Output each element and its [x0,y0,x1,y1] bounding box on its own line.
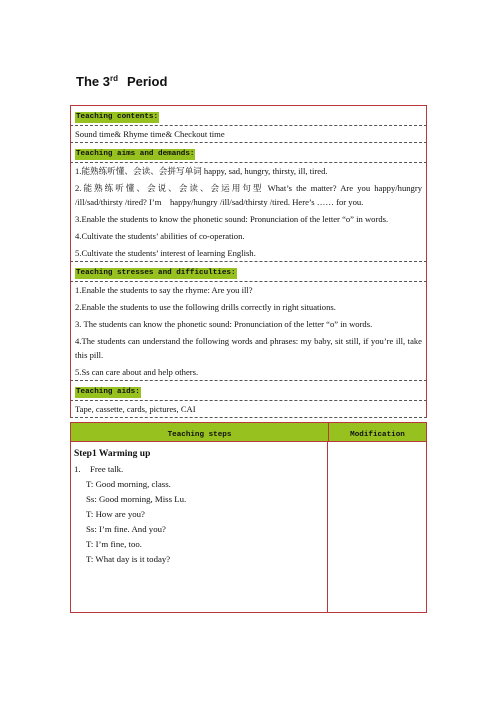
body-line: 3. The students can know the phonetic sound: Pronunciation of the letter “o” in words. [75,319,373,329]
body-line: Tape, cassette, cards, pictures, CAI [75,404,196,414]
section-heading-stresses [70,261,427,281]
steps-table-body [70,441,427,613]
steps-column-header: Teaching steps [167,431,232,439]
item-number: 1. [74,464,81,474]
list-item [74,462,324,477]
body-line: 1.Enable the students to say the rhyme: Are you ill? [75,285,253,295]
body-line: 4.The students can understand the following words and phrases: my baby, sit still, if you’re ill, take this pill. [75,336,422,360]
modification-column-header: Modification [350,431,405,439]
section-heading-aims [70,142,427,162]
section-body-stresses [70,281,427,380]
dialogue-line: T: How are you? [86,509,145,519]
dialogue-line: Ss: I’m fine. And you? [86,524,166,534]
title-tail: Period [126,74,168,89]
body-line: 5.Ss can care about and help others. [75,367,199,377]
body-line: Sound time& Rhyme time& Checkout time [75,129,225,139]
section-body-aids [70,400,427,418]
body-line: 3.Enable the students to know the phonetic sound: Pronunciation of the letter “o” in words. [75,214,389,224]
title-superscript: rd [109,74,118,83]
title-main: The 3 [76,74,110,89]
item-text: Free talk. [90,464,124,474]
steps-table-header [70,422,427,441]
dialogue-line: Ss: Good morning, Miss Lu. [86,494,187,504]
heading-label: Teaching stresses and difficulties: [76,269,236,277]
heading-label: Teaching contents: [76,113,159,121]
body-line: 5.Cultivate the students’ interest of learning English. [75,248,256,258]
dialogue-line: T: Good morning, class. [86,479,171,489]
section-body-contents [70,125,427,142]
page-title [76,74,167,89]
modification-cell [328,442,426,612]
body-line: 4.Cultivate the students’ abilities of co-operation. [75,231,245,241]
section-body-aims [70,162,427,261]
step-title: Step1 Warming up [74,449,151,459]
body-line: 1.能熟练听懂、会读、会拼写单词 happy, sad, hungry, thirsty, ill, tired. [75,166,328,176]
lesson-plan-table [70,105,427,613]
heading-label: Teaching aims and demands: [76,150,195,158]
dialogue-line: T: I’m fine, too. [86,539,142,549]
section-heading-aids [70,380,427,400]
dialogue-line: T: What day is it today? [86,554,171,564]
section-heading-contents [70,105,427,125]
steps-cell [71,442,328,612]
body-line: 2.Enable the students to use the following drills correctly in right situations. [75,302,336,312]
body-line: 2.能熟练听懂、会说、会读、会运用句型 What’s the matter? Are you happy/hungry /ill/sad/thirsty /tired? I’m happy/hungry /ill/sad/thirsty /tired. Here’s …… for you. [75,183,422,207]
heading-label: Teaching aids: [76,388,140,396]
